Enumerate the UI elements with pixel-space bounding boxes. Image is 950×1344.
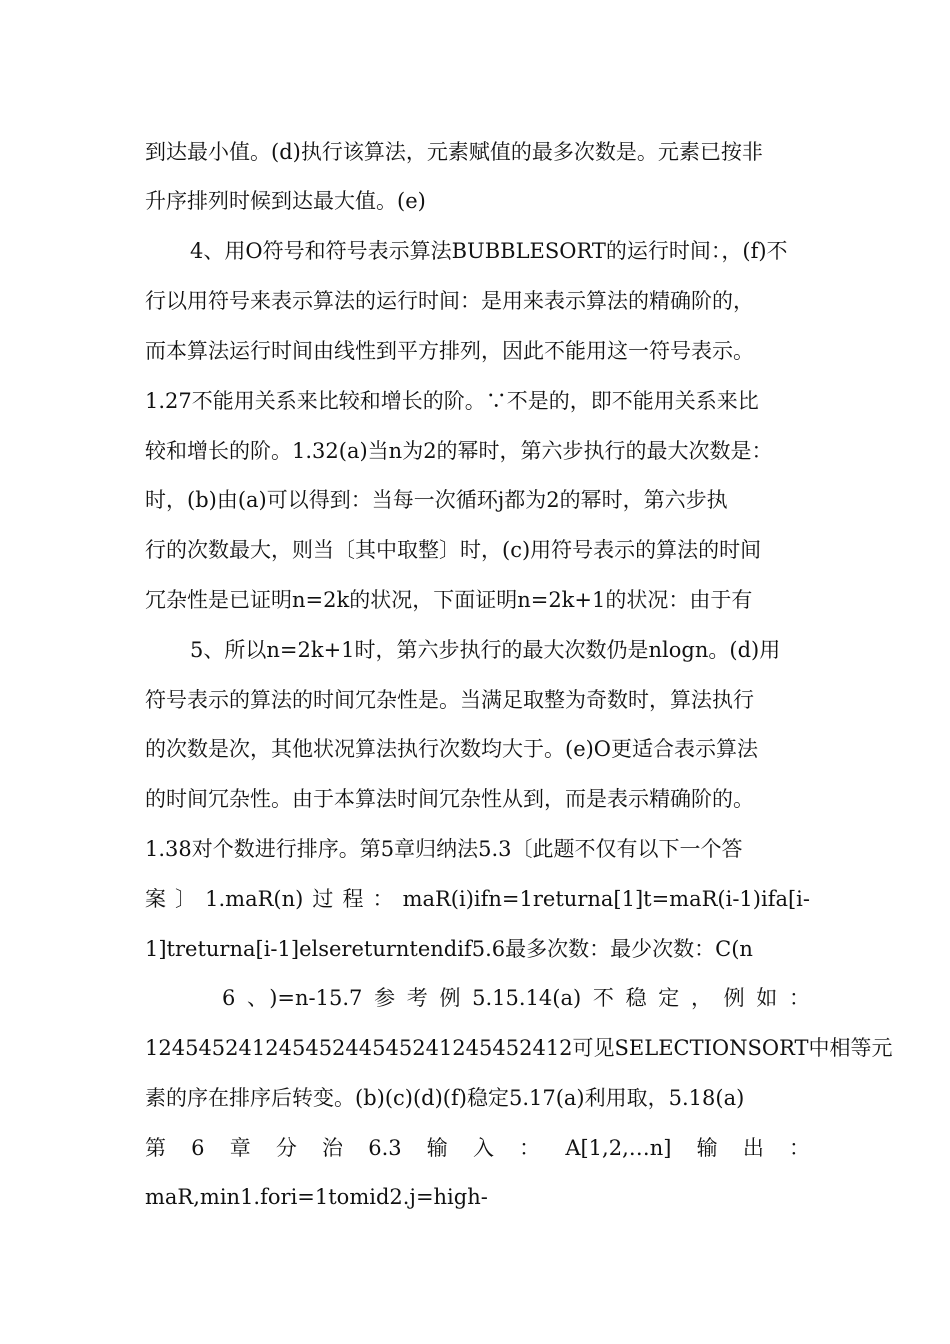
text-line: 案〕1.maR(n)过程：maR(i)ifn=1returna[1]t=maR(i-1)ifa[i- — [145, 887, 810, 911]
text-line: maR,min1.fori=1tomid2.j=high- — [145, 1185, 488, 1209]
text-line: 1.27不能用关系来比较和增长的阶。∵不是的，即不能用关系来比 — [145, 389, 759, 413]
text-line: 素的序在排序后转变。(b)(c)(d)(f)稳定5.17(a)利用取，5.18(a) — [145, 1086, 745, 1110]
text-line: 时，(b)由(a)可以得到：当每一次循环j都为2的幂时，第六步执 — [145, 488, 728, 512]
text-line: 行以用符号来表示算法的运行时间：是用来表示算法的精确阶的， — [145, 289, 754, 313]
text-line: 符号表示的算法的时间冗杂性是。当满足取整为奇数时，算法执行 — [145, 688, 754, 712]
text-line: 第6章分治6.3输入：A[1,2,…n]输出： — [145, 1136, 810, 1160]
text-line: 行的次数最大，则当〔其中取整〕时，(c)用符号表示的算法的时间 — [145, 538, 762, 562]
text-line: 1]treturna[i-1]elsereturntendif5.6最多次数：最少次数：C(n — [145, 937, 753, 961]
text-line: 到达最小值。(d)执行该算法，元素赋值的最多次数是。元素已按非 — [145, 140, 763, 164]
text-line: 1.38对个数进行排序。第5章归纳法5.3〔此题不仅有以下一个答 — [145, 837, 743, 861]
text-line: 升序排列时候到达最大值。(e) — [145, 189, 426, 213]
text-line: 而本算法运行时间由线性到平方排列，因此不能用这一符号表示。 — [145, 339, 754, 363]
text-line: 6、)=n-15.7参考例5.15.14(a)不稳定，例如： — [222, 986, 810, 1010]
text-line: 5、所以n=2k+1时，第六步执行的最大次数仍是nlogn。(d)用 — [190, 638, 781, 662]
text-line: 的次数是次，其他状况算法执行次数均大于。(e)O更适合表示算法 — [145, 737, 759, 761]
text-line: 的时间冗杂性。由于本算法时间冗杂性从到，而是表示精确阶的。 — [145, 787, 754, 811]
text-line: 较和增长的阶。1.32(a)当n为2的幂时，第六步执行的最大次数是： — [145, 439, 773, 463]
text-line: 冗杂性是已证明n=2k的状况，下面证明n=2k+1的状况：由于有 — [145, 588, 753, 612]
text-line: 4、用O符号和符号表示算法BUBBLESORT的运行时间：，(f)不 — [190, 239, 788, 263]
text-line: 12454524124545244545241245452412可见SELECTIONSORT中相等元 — [145, 1036, 893, 1060]
